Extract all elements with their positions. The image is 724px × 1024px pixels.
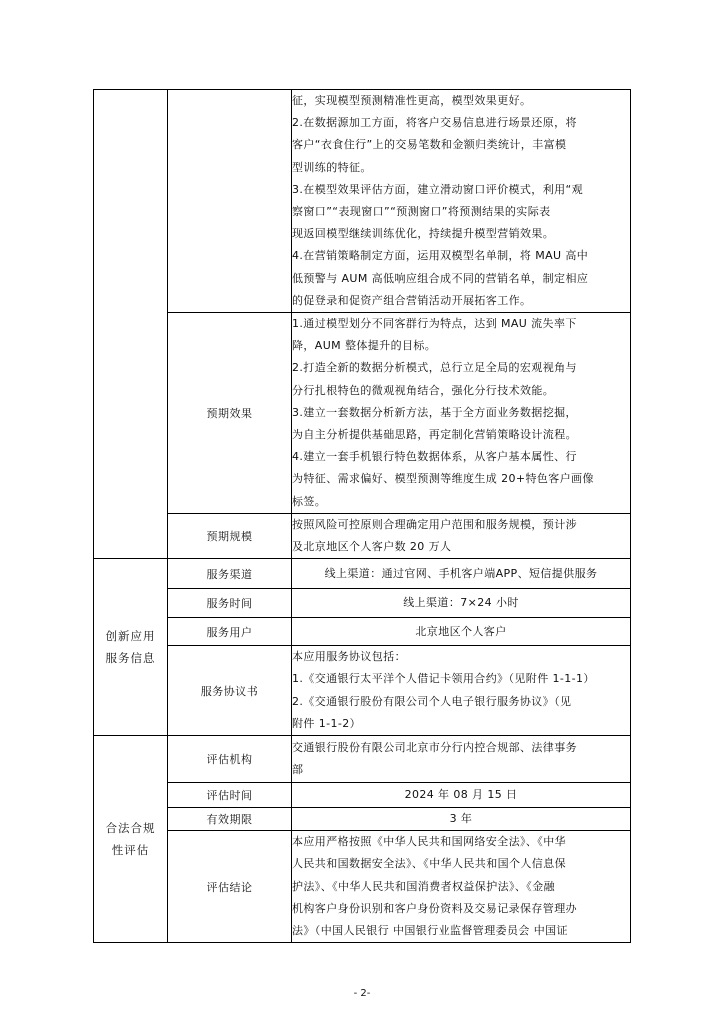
text-line: 2.打造全新的数据分析模式，总行立足全局的宏观视角与 <box>292 361 577 375</box>
text-line: 现返回模型继续训练优化，持续提升模型营销效果。 <box>292 227 555 241</box>
service-time-value: 线上渠道：7×24 小时 <box>292 589 631 618</box>
assessment-time-value: 2024 年 08 月 15 日 <box>292 783 631 808</box>
text-line: 1.《交通银行太平洋个人借记卡领用合约》（见附件 1-1-1） <box>292 672 595 686</box>
text-line: 分行扎根特色的微观视角结合，强化分行技术效能。 <box>292 383 555 397</box>
validity-label: 有效期限 <box>168 808 292 831</box>
text-line: 标签。 <box>292 494 327 508</box>
service-channel-label: 服务渠道 <box>168 559 292 589</box>
service-agreement-label: 服务协议书 <box>168 646 292 736</box>
text-line: 3.在模型效果评估方面，建立滑动窗口评价模式，利用“观 <box>292 182 583 196</box>
text-line: 机构客户身份识别和客户身份资料及交易记录保存管理办 <box>292 901 577 915</box>
assessment-time-row <box>94 783 631 808</box>
application-info-table <box>93 89 631 943</box>
assessment-time-label: 评估时间 <box>168 783 292 808</box>
continued-row <box>94 90 631 313</box>
service-channel-value: 线上渠道：通过官网、手机客户端APP、短信提供服务 <box>292 559 631 589</box>
assessment-conclusion-label: 评估结论 <box>168 831 292 943</box>
expected-effect-text <box>292 313 631 514</box>
service-time-label: 服务时间 <box>168 589 292 618</box>
service-info-section-label <box>94 559 168 736</box>
text-line: 征，实现模型预测精准性更高，模型效果更好。 <box>292 94 532 107</box>
assessment-org-label: 评估机构 <box>168 736 292 783</box>
page-number: - 2- <box>353 988 371 999</box>
text-line: 为自主分析提供基础思路，再定制化营销策略设计流程。 <box>292 428 577 442</box>
text-line: 及北京地区个人客户数 20 万人 <box>292 540 452 554</box>
blank-section-cell <box>94 90 168 559</box>
text-line: 1.通过模型划分不同客群行为特点，达到 MAU 流失率下 <box>292 317 577 331</box>
text-line: 法》（中国人民银行 中国银行业监督管理委员会 中国证 <box>292 924 568 938</box>
service-user-row <box>94 618 631 646</box>
service-agreement-row <box>94 646 631 736</box>
text-line: 的促登录和促资产组合营销活动开展拓客工作。 <box>292 293 532 307</box>
service-agreement-text <box>292 646 631 736</box>
expected-effect-label: 预期效果 <box>168 313 292 514</box>
compliance-section-label <box>94 736 168 943</box>
text-line: 为特征、需求偏好、模型预测等维度生成 20+特色客户画像 <box>292 472 594 486</box>
blank-label-cell <box>168 90 292 313</box>
text-line: 交通银行股份有限公司北京市分行内控合规部、法律事务 <box>292 740 577 754</box>
expected-scale-label: 预期规模 <box>168 513 292 558</box>
text-line: 人民共和国数据安全法》、《中华人民共和国个人信息保 <box>292 857 566 871</box>
text-line: 护法》、《中华人民共和国消费者权益保护法》、《金融 <box>292 879 555 893</box>
service-channel-row <box>94 559 631 589</box>
section-label-line: 性评估 <box>111 843 150 858</box>
text-line: 2.《交通银行股份有限公司个人电子银行服务协议》（见 <box>292 694 572 708</box>
expected-effect-row <box>94 313 631 514</box>
service-time-row <box>94 589 631 618</box>
assessment-org-row <box>94 736 631 783</box>
text-line: 3.建立一套数据分析新方法，基于全方面业务数据挖掘， <box>292 405 577 419</box>
section-label-line: 合法合规 <box>105 821 156 836</box>
continued-text-cell <box>292 90 631 313</box>
expected-scale-text <box>292 513 631 558</box>
text-line: 低预警与 AUM 高低响应组合成不同的营销名单，制定相应 <box>292 271 589 285</box>
section-label-line: 服务信息 <box>105 651 156 666</box>
text-line: 4.建立一套手机银行特色数据体系，从客户基本属性、行 <box>292 450 577 464</box>
text-line: 客户“衣食住行”上的交易笔数和金额归类统计，丰富模 <box>292 138 567 152</box>
text-line: 4.在营销策略制定方面，运用双模型名单制，将 MAU 高中 <box>292 249 589 263</box>
assessment-conclusion-row <box>94 831 631 943</box>
assessment-org-text <box>292 736 631 783</box>
text-line: 按照风险可控原则合理确定用户范围和服务规模，预计涉 <box>292 517 577 531</box>
text-line: 察窗口”“表现窗口”“预测窗口”将预测结果的实际表 <box>292 205 551 219</box>
text-line: 型训练的特征。 <box>292 160 372 174</box>
section-label-line: 创新应用 <box>105 629 156 644</box>
expected-scale-row <box>94 513 631 558</box>
text-line: 本应用严格按照《中华人民共和国网络安全法》、《中华 <box>292 835 566 849</box>
service-user-value: 北京地区个人客户 <box>292 618 631 646</box>
service-user-label: 服务用户 <box>168 618 292 646</box>
assessment-conclusion-text <box>292 831 631 943</box>
text-line: 降，AUM 整体提升的目标。 <box>292 339 437 353</box>
text-line: 部 <box>292 763 304 777</box>
text-line: 2.在数据源加工方面，将客户交易信息进行场景还原，将 <box>292 116 577 130</box>
text-line: 附件 1-1-2） <box>292 716 362 730</box>
text-line: 本应用服务协议包括： <box>292 650 406 664</box>
validity-row <box>94 808 631 831</box>
validity-value: 3 年 <box>292 808 631 831</box>
